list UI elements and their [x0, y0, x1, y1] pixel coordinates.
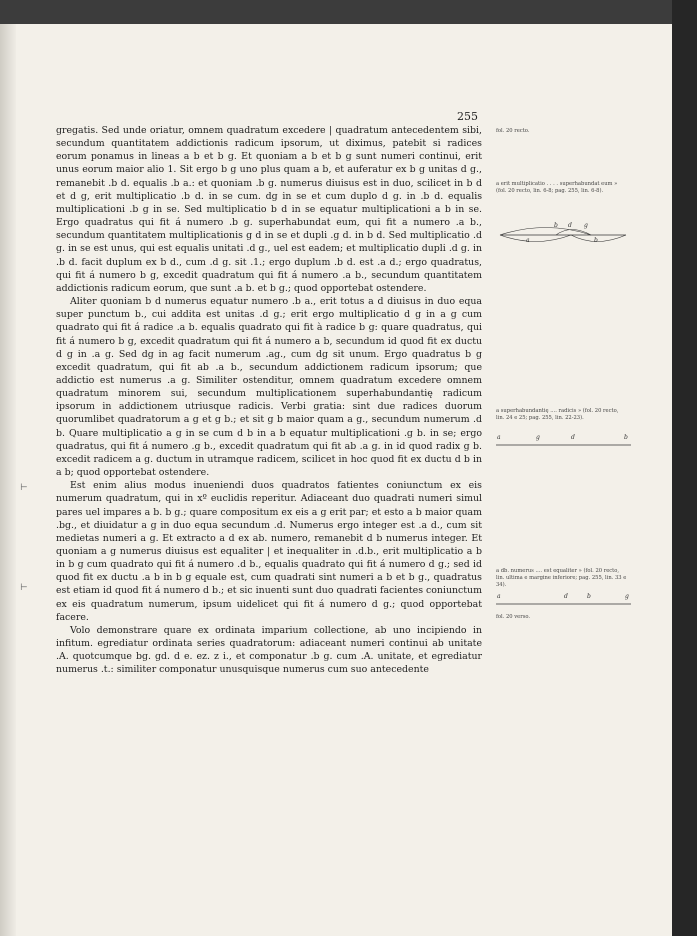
binding-shadow	[0, 24, 16, 936]
diagram-label: d	[568, 222, 572, 229]
diagram-label: d	[571, 434, 575, 441]
diagram-label: g	[625, 593, 629, 600]
main-text	[56, 124, 482, 677]
margin-note: a erit multiplicatio . . . . superhabundat eum » (fol. 20 recto, lin. 6-8; pag. 255, lin. 6-8).	[496, 181, 618, 194]
diagram-label: a	[497, 593, 501, 600]
diagram-label: g	[536, 434, 540, 441]
margin-tick-icon: ⊢	[20, 483, 28, 493]
paragraph: gregatis. Sed unde oriatur, omnem quadratum excedere | quadratum antecedentem sibi, secundum quantitatem addictionis radicum ipsorum, ut diximus, patebit si radices eorum ponamus in lineas a b et b g. Et quoniam a b et b g sunt numeri continui, erit unus eorum maior alio 1. Sit ergo b g uno plus quam a b, et auferatur ex b g unitas d g., remanebit .b d. equalis .b a.: et quoniam .b g. numerus diuisus est in duo, scilicet in b d et d g, erit multiplicatio .b d. in se cum. dg in se et cum duplo d g. in .b d. equalis multiplicationi .b g in se. Sed multiplicatio b d in se equatur multiplicationi a b in se. Ergo quadratus qui fit á numero .b g. superhabundat eum, qui fit a numero .a b., secundum quantitatem multiplicationis g d in se et dupli .g d. in b d. Sed multiplicatio .d g. in se est unus, qui est equalis unitati .d g., uel est eadem; et multiplicatio dupli .d g. in .b d. facit duplum ex b d., cum .d g. sit .1.; ergo duplum .b d. est .a d.; ergo quadratus, qui fit á numero b g, excedit quadratum qui fit á numero .a b., secundum quantitatem addictionis radicum eorum, que sunt .a b. et b g.; quod opportebat ostendere.	[56, 125, 482, 294]
diagram-label: b	[594, 237, 598, 244]
line-diagram-2	[496, 434, 631, 448]
arc-diagram	[496, 222, 631, 248]
diagram-label: b	[624, 434, 628, 441]
diagram-label: a	[497, 434, 501, 441]
diagram-label: d	[564, 593, 568, 600]
diagram-label: b	[587, 593, 591, 600]
margin-note: a superhabundantię .... radicis » (fol. 20 recto, lin. 24 e 25; pag. 255, lin. 22-23).	[496, 408, 619, 421]
arc-diagram-svg	[496, 222, 631, 248]
diagram-label: a	[526, 237, 530, 244]
right-edge	[672, 0, 697, 936]
paragraph: Aliter quoniam b d numerus equatur numero .b a., erit totus a d diuisus in duo equa super punctum b., cui addita est unitas .d g.; erit ergo multiplicatio d g in a g cum quadrato qui fit á radice .a b. equalis quadrato qui fit à radice b g: quare quadratus, qui fit á numero b g, excedit quadratum qui fit á numero a b, secundum id quod fit ex ductu d g in .a g. Sed dg in ag facit numerum .ag., cum dg sit unum. Ergo quadratus b g excedit quadratum, qui fit ab .a b., secundum addictionem radicum ipsorum; que addictio est numerus .a g. Similiter ostenditur, omnem quadratum excedere omnem quadratum minorem sui, secundum multiplicationem superhabundantię radicum ipsorum in addictionem utriusque radicis. Verbi gratia: sint due radices duorum quorumlibet quadratorum a g et g b.; et sit g b maior quam a g., secundum numerum .d b. Quare multiplicatio a g in se cum d b in a b equatur multiplicationi .g b. in se; ergo quadratus, qui fit á numero .g b., excedit quadratum qui fit ab .a g. in id quod radix g b. excedit radicem a g. ductum in utramque radicem, scilicet in hoc quod fit ex ductu d b in a b; quod opportebat ostendere.	[56, 296, 482, 479]
line-diagram-3	[496, 593, 631, 607]
diagram-label: b	[554, 222, 558, 229]
margin-note: a db. numerus .... est equaliter » (fol. 20 recto, lin. ultima e margine inferiore; pag. 255, lin. 33 e 34).	[496, 568, 627, 588]
paragraph: Volo demonstrare quare ex ordinata imparium collectione, ab uno incipiendo in infitum. egrediatur ordinata series quadratorum: adiaceant numeri continui ab unitate .A. quotcumque bg. gd. d e. ez. z i., et componatur .b g. cum .A. unitate, et egrediatur numerus .t.: similiter componatur unusquisque numerus cum suo antecedente	[56, 624, 482, 676]
margin-note: fol. 20 recto.	[496, 128, 530, 134]
paragraph: Est enim alius modus inueniendi duos quadratos fatientes coniunctum ex eis numerum quadratum, qui in xº euclidis reperitur. Adiaceant duo quadrati numeri simul pares uel impares a b. b g.; quare compositum ex eis a g erit par; et esto a b maior quam .bg., et diuidatur a g in duo equa secundum .d. Numerus ergo integer est .a d., cum sit medietas numeri a g. Et extracto a d ex ab. numero, remanebit d b numerus integer. Et quoniam a g numerus diuisus est equaliter | et inequaliter in .d.b., erit multiplicatio a b in b g cum quadrato qui fit á numero .d b., equalis quadrato qui fit á numero d g.; sed id quod fit ex ductu .a b in b g equale est, cum quadrati sint numeri a b et b g., quadratus est etiam id quod fit á numero d b.; et sic inuenti sunt duo quadrati facientes coniunctum ex eis quadratum numerum, ipsum uidelicet qui fit á numero d g.; quod opportebat facere.	[56, 480, 482, 623]
margin-tick-icon: ⊢	[20, 583, 28, 593]
page-number: 255	[457, 110, 478, 123]
diagram-label: g	[584, 222, 588, 229]
margin-note: fol. 20 verso.	[496, 614, 531, 620]
